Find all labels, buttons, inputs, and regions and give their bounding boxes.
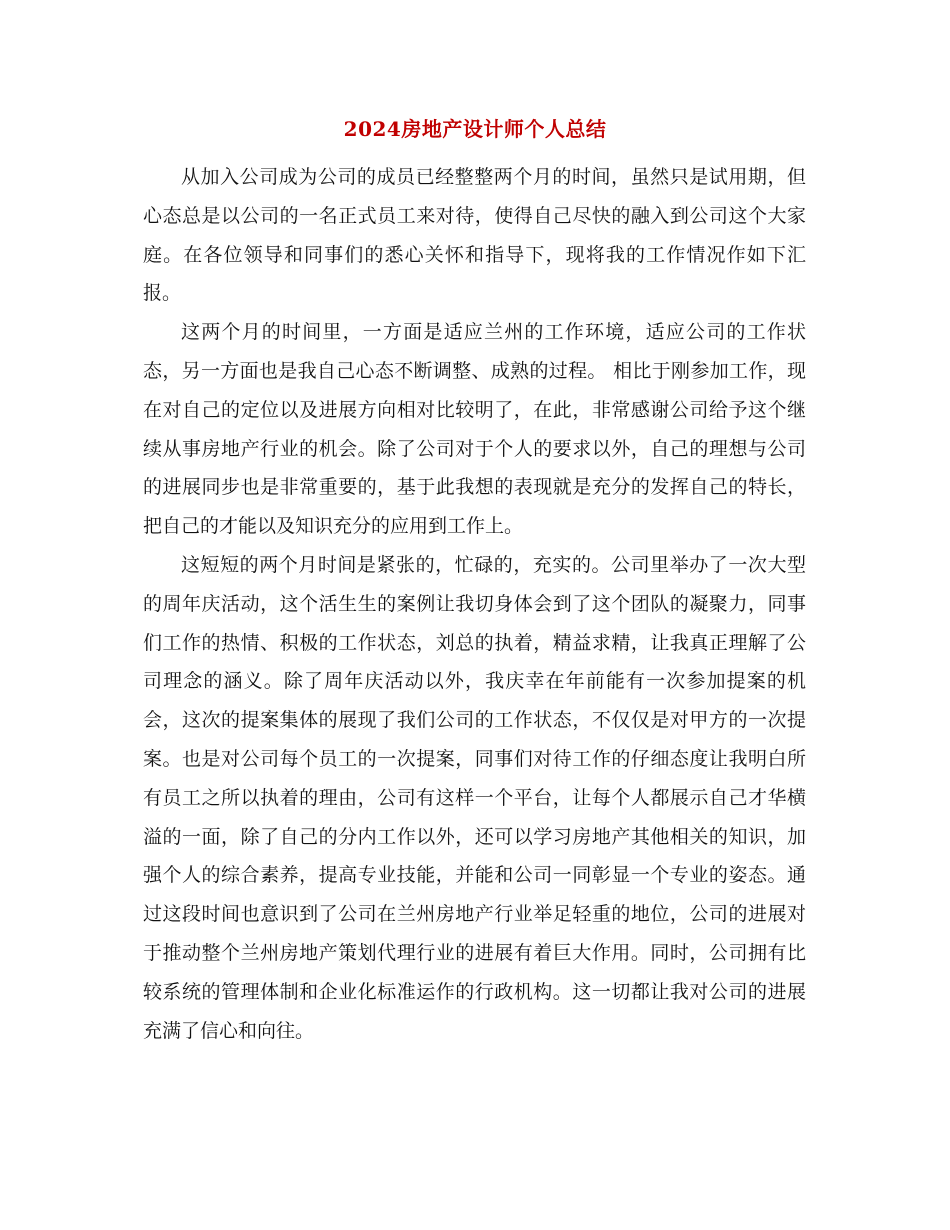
paragraph-experience: 这短短的两个月时间是紧张的，忙碌的，充实的。公司里举办了一次大型的周年庆活动，这个活生生的案例让我切身体会到了这个团队的凝聚力，同事们工作的热情、积极的工作状态，刘总的执着，精益求精，让我真正理解了公司理念的涵义。除了周年庆活动以外，我庆幸在年前能有一次参加提案的机会，这次的提案集体的展现了我们公司的工作状态，不仅仅是对甲方的一次提案。也是对公司每个员工的一次提案，同事们对待工作的仔细态度让我明白所有员工之所以执着的理由，公司有这样一个平台，让每个人都展示自己才华横溢的一面，除了自己的分内工作以外，还可以学习房地产其他相关的知识，加强个人的综合素养，提高专业技能，并能和公司一同彰显一个专业的姿态。通过这段时间也意识到了公司在兰州房地产行业举足轻重的地位，公司的进展对于推动整个兰州房地产策划代理行业的进展有着巨大作用。同时，公司拥有比较系统的管理体制和企业化标准运作的行政机构。这一切都让我对公司的进展充满了信心和向往。	[143, 553, 806, 1042]
document-title: 2024房地产设计师个人总结	[343, 117, 607, 141]
document-body	[143, 158, 806, 1050]
paragraph-adaptation: 这两个月的时间里，一方面是适应兰州的工作环境，适应公司的工作状态，另一方面也是我自己心态不断调整、成熟的过程。 相比于刚参加工作，现在对自己的定位以及进展方向相对比较明了，在此，非常感谢公司给予这个继续从事房地产行业的机会。除了公司对于个人的要求以外，自己的理想与公司的进展同步也是非常重要的，基于此我想的表现就是充分的发挥自己的特长，把自己的才能以及知识充分的应用到工作上。	[143, 321, 806, 538]
paragraph-intro: 从加入公司成为公司的成员已经整整两个月的时间，虽然只是试用期，但心态总是以公司的一名正式员工来对待，使得自己尽快的融入到公司这个大家庭。在各位领导和同事们的悉心关怀和指导下，现将我的工作情况作如下汇报。	[143, 166, 806, 305]
